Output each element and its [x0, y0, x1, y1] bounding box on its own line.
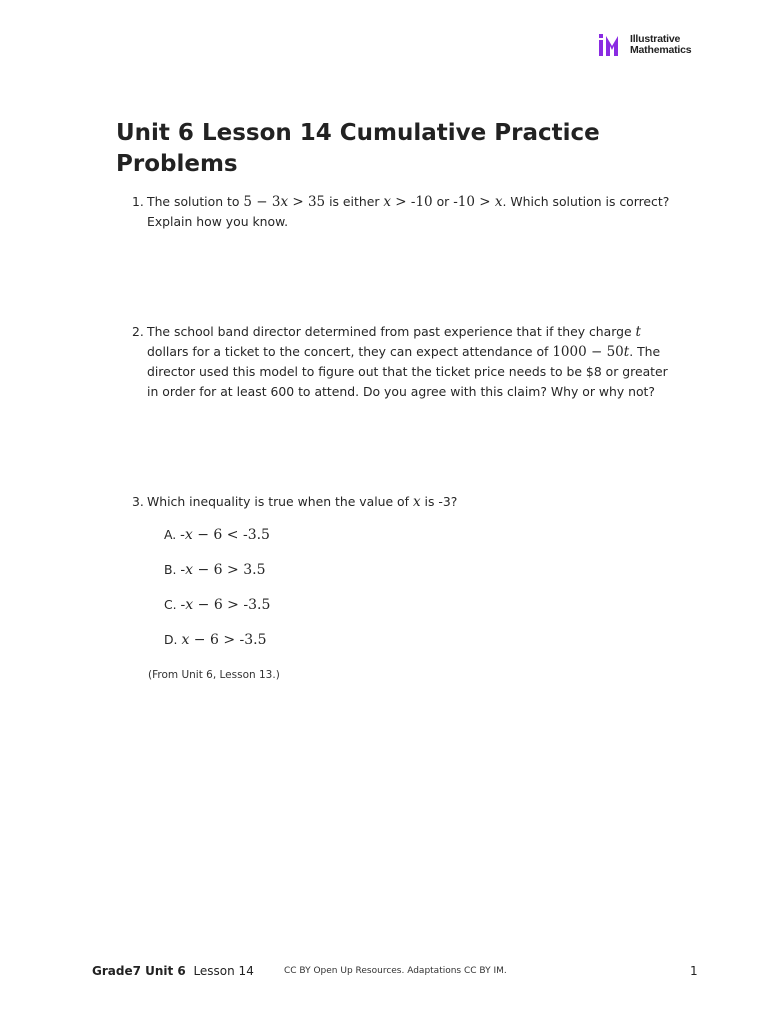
math-var: x: [181, 632, 190, 648]
choice-a: [164, 527, 270, 543]
text-run: . Which solution is correct? Explain how you know.: [147, 194, 670, 229]
choice-label: B.: [164, 562, 177, 577]
footer-lesson: Lesson 14: [193, 964, 254, 978]
math-var: x: [185, 562, 194, 578]
text-run: The solution to: [147, 194, 244, 209]
text-run: Which inequality is true when the value of: [147, 494, 413, 509]
problem-3: [132, 492, 672, 512]
problem-number: 2.: [132, 324, 144, 339]
text-run: is either: [325, 194, 384, 209]
footer-license: CC BY Open Up Resources. Adaptations CC BY IM.: [284, 966, 507, 976]
math-expr: − 6 < -3.5: [192, 527, 270, 543]
problem-1: [132, 192, 672, 232]
choice-label: A.: [164, 527, 177, 542]
logo-line-1: Illustrative: [630, 33, 681, 45]
math-var: t: [635, 324, 641, 340]
choice-d: [164, 632, 267, 648]
im-logo-icon: [598, 33, 626, 57]
math-expr: -: [180, 562, 186, 578]
source-note: (From Unit 6, Lesson 13.): [148, 669, 280, 681]
text-run: or: [432, 194, 454, 209]
problem-number: 3.: [132, 494, 144, 509]
math-expr: − 6 > -3.5: [189, 632, 267, 648]
math-var: x: [412, 494, 421, 510]
choice-b: [164, 562, 265, 578]
im-logo: [598, 33, 691, 57]
math-var: x: [184, 527, 193, 543]
math-var: t: [623, 344, 630, 360]
text-run: dollars for a ticket to the concert, they can expect attendance of: [147, 344, 553, 359]
math-expr: > 35: [288, 194, 326, 210]
problem-number: 1.: [132, 194, 144, 209]
math-expr: > -10: [391, 194, 433, 210]
problem-text: [147, 322, 672, 402]
math-expr: 1000 − 50: [552, 344, 624, 360]
math-expr: -: [180, 527, 185, 543]
page-number: 1: [690, 964, 698, 978]
math-expr: -: [180, 597, 186, 613]
problem-text: [147, 192, 672, 232]
footer-course: [92, 964, 254, 978]
math-expr: 5 − 3: [243, 194, 281, 210]
math-expr: − 6 > 3.5: [193, 562, 266, 578]
math-var: x: [280, 194, 289, 210]
problem-text: [147, 492, 672, 512]
logo-line-2: Mathematics: [630, 44, 692, 56]
page-title: Unit 6 Lesson 14 Cumulative Practice Problems: [116, 120, 600, 177]
math-expr: -10 >: [453, 194, 495, 210]
problem-2: [132, 322, 672, 402]
choice-c: [164, 597, 270, 613]
text-run: . The director used this model to figure out that the ticket price needs to be $8 or greater in order for at least 600 to attend. Do you agree with this claim? Why or why not?: [147, 344, 668, 399]
footer-grade-unit: Grade7 Unit 6: [92, 964, 186, 978]
math-var: x: [185, 597, 194, 613]
logo-wordmark: [630, 34, 691, 56]
text-run: The school band director determined from past experience that if they charge: [147, 324, 636, 339]
choice-label: C.: [164, 597, 177, 612]
math-var: x: [383, 194, 391, 210]
math-var: x: [494, 194, 503, 210]
choice-label: D.: [164, 632, 178, 647]
math-expr: − 6 > -3.5: [193, 597, 271, 613]
text-run: is -3?: [420, 494, 458, 509]
